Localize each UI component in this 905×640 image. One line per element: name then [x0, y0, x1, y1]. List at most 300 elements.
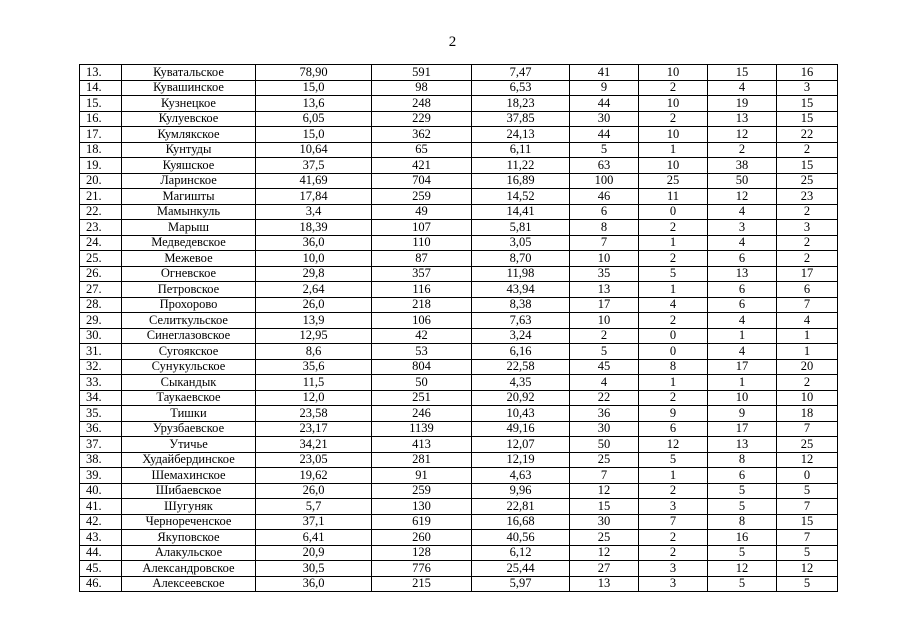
cell-row-number: 36. — [80, 421, 122, 437]
cell-settlement-name: Прохорово — [122, 297, 256, 313]
cell-value-7: 5 — [777, 545, 838, 561]
cell-value-4: 27 — [570, 561, 639, 577]
cell-value-6: 4 — [708, 204, 777, 220]
cell-value-6: 4 — [708, 235, 777, 251]
cell-settlement-name: Синеглазовское — [122, 328, 256, 344]
cell-value-2: 130 — [372, 499, 472, 515]
table-row — [80, 576, 838, 592]
cell-value-4: 13 — [570, 576, 639, 592]
cell-value-7: 22 — [777, 127, 838, 143]
cell-value-5: 10 — [639, 127, 708, 143]
cell-row-number: 21. — [80, 189, 122, 205]
cell-value-1: 13,9 — [256, 313, 372, 329]
cell-value-5: 10 — [639, 158, 708, 174]
cell-value-3: 5,81 — [472, 220, 570, 236]
cell-value-3: 49,16 — [472, 421, 570, 437]
cell-settlement-name: Александровское — [122, 561, 256, 577]
cell-value-6: 16 — [708, 530, 777, 546]
table-row — [80, 297, 838, 313]
cell-settlement-name: Сунукульское — [122, 359, 256, 375]
cell-value-1: 18,39 — [256, 220, 372, 236]
cell-value-6: 13 — [708, 266, 777, 282]
cell-value-7: 20 — [777, 359, 838, 375]
table-row — [80, 375, 838, 391]
cell-settlement-name: Сугоякское — [122, 344, 256, 360]
cell-value-6: 13 — [708, 437, 777, 453]
cell-value-5: 8 — [639, 359, 708, 375]
cell-row-number: 25. — [80, 251, 122, 267]
table-row — [80, 158, 838, 174]
cell-value-1: 5,7 — [256, 499, 372, 515]
table-row — [80, 142, 838, 158]
cell-value-5: 2 — [639, 483, 708, 499]
cell-value-2: 591 — [372, 65, 472, 81]
cell-value-3: 16,89 — [472, 173, 570, 189]
cell-row-number: 37. — [80, 437, 122, 453]
cell-row-number: 22. — [80, 204, 122, 220]
cell-settlement-name: Селиткульское — [122, 313, 256, 329]
cell-value-6: 5 — [708, 483, 777, 499]
cell-row-number: 44. — [80, 545, 122, 561]
cell-value-4: 12 — [570, 545, 639, 561]
cell-settlement-name: Тишки — [122, 406, 256, 422]
cell-value-6: 10 — [708, 390, 777, 406]
cell-value-2: 1139 — [372, 421, 472, 437]
table-body — [80, 65, 838, 592]
cell-settlement-name: Утичье — [122, 437, 256, 453]
cell-value-1: 23,05 — [256, 452, 372, 468]
cell-value-2: 776 — [372, 561, 472, 577]
cell-value-1: 29,8 — [256, 266, 372, 282]
cell-settlement-name: Чернореченское — [122, 514, 256, 530]
cell-value-7: 23 — [777, 189, 838, 205]
cell-value-4: 6 — [570, 204, 639, 220]
cell-value-1: 6,05 — [256, 111, 372, 127]
cell-row-number: 34. — [80, 390, 122, 406]
cell-value-3: 12,07 — [472, 437, 570, 453]
cell-settlement-name: Урузбаевское — [122, 421, 256, 437]
cell-value-1: 41,69 — [256, 173, 372, 189]
cell-value-1: 35,6 — [256, 359, 372, 375]
cell-settlement-name: Мамынкуль — [122, 204, 256, 220]
table-row — [80, 530, 838, 546]
cell-value-5: 0 — [639, 204, 708, 220]
cell-settlement-name: Кулуевское — [122, 111, 256, 127]
cell-row-number: 14. — [80, 80, 122, 96]
cell-value-1: 23,17 — [256, 421, 372, 437]
cell-value-4: 35 — [570, 266, 639, 282]
cell-value-5: 0 — [639, 344, 708, 360]
cell-value-7: 5 — [777, 576, 838, 592]
cell-value-1: 78,90 — [256, 65, 372, 81]
table-row — [80, 173, 838, 189]
cell-value-7: 15 — [777, 111, 838, 127]
cell-settlement-name: Алакульское — [122, 545, 256, 561]
cell-value-5: 1 — [639, 468, 708, 484]
cell-value-7: 0 — [777, 468, 838, 484]
cell-value-3: 24,13 — [472, 127, 570, 143]
table-row — [80, 452, 838, 468]
cell-row-number: 13. — [80, 65, 122, 81]
cell-value-7: 15 — [777, 514, 838, 530]
cell-value-7: 3 — [777, 80, 838, 96]
cell-value-5: 2 — [639, 220, 708, 236]
cell-value-2: 53 — [372, 344, 472, 360]
cell-row-number: 18. — [80, 142, 122, 158]
cell-value-4: 17 — [570, 297, 639, 313]
table-row — [80, 545, 838, 561]
cell-value-2: 619 — [372, 514, 472, 530]
cell-row-number: 17. — [80, 127, 122, 143]
table-row — [80, 561, 838, 577]
table-row — [80, 96, 838, 112]
cell-value-6: 17 — [708, 359, 777, 375]
cell-row-number: 35. — [80, 406, 122, 422]
cell-row-number: 46. — [80, 576, 122, 592]
cell-value-2: 413 — [372, 437, 472, 453]
cell-value-4: 45 — [570, 359, 639, 375]
cell-value-6: 12 — [708, 189, 777, 205]
cell-settlement-name: Шемахинское — [122, 468, 256, 484]
table-row — [80, 127, 838, 143]
cell-settlement-name: Якуповское — [122, 530, 256, 546]
cell-value-2: 106 — [372, 313, 472, 329]
cell-value-3: 11,98 — [472, 266, 570, 282]
cell-value-2: 357 — [372, 266, 472, 282]
cell-settlement-name: Сыкандык — [122, 375, 256, 391]
cell-value-7: 6 — [777, 282, 838, 298]
table-row — [80, 406, 838, 422]
table-row — [80, 80, 838, 96]
cell-value-2: 246 — [372, 406, 472, 422]
cell-value-4: 2 — [570, 328, 639, 344]
cell-value-2: 248 — [372, 96, 472, 112]
cell-row-number: 19. — [80, 158, 122, 174]
cell-value-5: 1 — [639, 142, 708, 158]
cell-value-6: 13 — [708, 111, 777, 127]
cell-value-2: 704 — [372, 173, 472, 189]
table-row — [80, 468, 838, 484]
cell-value-2: 98 — [372, 80, 472, 96]
cell-settlement-name: Шугуняк — [122, 499, 256, 515]
cell-value-7: 25 — [777, 173, 838, 189]
cell-value-6: 2 — [708, 142, 777, 158]
cell-value-3: 4,35 — [472, 375, 570, 391]
cell-value-6: 4 — [708, 313, 777, 329]
cell-value-1: 12,0 — [256, 390, 372, 406]
cell-row-number: 33. — [80, 375, 122, 391]
cell-row-number: 27. — [80, 282, 122, 298]
cell-value-1: 20,9 — [256, 545, 372, 561]
cell-value-2: 116 — [372, 282, 472, 298]
cell-value-7: 7 — [777, 297, 838, 313]
cell-value-3: 10,43 — [472, 406, 570, 422]
cell-settlement-name: Куяшское — [122, 158, 256, 174]
cell-row-number: 31. — [80, 344, 122, 360]
cell-row-number: 43. — [80, 530, 122, 546]
cell-value-3: 11,22 — [472, 158, 570, 174]
cell-settlement-name: Марыш — [122, 220, 256, 236]
cell-value-5: 25 — [639, 173, 708, 189]
cell-value-3: 8,70 — [472, 251, 570, 267]
cell-value-4: 63 — [570, 158, 639, 174]
cell-value-2: 804 — [372, 359, 472, 375]
cell-value-3: 6,12 — [472, 545, 570, 561]
cell-settlement-name: Таукаевское — [122, 390, 256, 406]
table-row — [80, 421, 838, 437]
cell-value-7: 2 — [777, 235, 838, 251]
cell-value-7: 15 — [777, 158, 838, 174]
cell-value-3: 18,23 — [472, 96, 570, 112]
cell-value-1: 19,62 — [256, 468, 372, 484]
cell-value-4: 30 — [570, 111, 639, 127]
cell-value-5: 1 — [639, 282, 708, 298]
table-row — [80, 390, 838, 406]
cell-value-3: 43,94 — [472, 282, 570, 298]
cell-value-3: 16,68 — [472, 514, 570, 530]
table-row — [80, 282, 838, 298]
cell-value-4: 12 — [570, 483, 639, 499]
cell-value-2: 42 — [372, 328, 472, 344]
cell-value-2: 259 — [372, 189, 472, 205]
cell-value-5: 1 — [639, 375, 708, 391]
cell-value-2: 281 — [372, 452, 472, 468]
cell-value-4: 7 — [570, 235, 639, 251]
cell-settlement-name: Алексеевское — [122, 576, 256, 592]
cell-value-6: 1 — [708, 375, 777, 391]
cell-value-6: 6 — [708, 468, 777, 484]
cell-value-2: 218 — [372, 297, 472, 313]
table-row — [80, 235, 838, 251]
cell-row-number: 26. — [80, 266, 122, 282]
cell-row-number: 24. — [80, 235, 122, 251]
cell-value-4: 8 — [570, 220, 639, 236]
cell-value-4: 4 — [570, 375, 639, 391]
cell-value-1: 17,84 — [256, 189, 372, 205]
cell-value-6: 5 — [708, 499, 777, 515]
cell-value-3: 4,63 — [472, 468, 570, 484]
cell-value-2: 362 — [372, 127, 472, 143]
cell-value-1: 37,1 — [256, 514, 372, 530]
cell-row-number: 42. — [80, 514, 122, 530]
cell-value-6: 6 — [708, 297, 777, 313]
cell-value-5: 10 — [639, 65, 708, 81]
cell-value-5: 2 — [639, 111, 708, 127]
cell-value-2: 49 — [372, 204, 472, 220]
cell-value-5: 2 — [639, 545, 708, 561]
cell-value-5: 12 — [639, 437, 708, 453]
cell-value-7: 10 — [777, 390, 838, 406]
cell-value-4: 100 — [570, 173, 639, 189]
cell-value-7: 4 — [777, 313, 838, 329]
cell-value-2: 128 — [372, 545, 472, 561]
cell-value-1: 15,0 — [256, 80, 372, 96]
cell-value-2: 259 — [372, 483, 472, 499]
cell-value-7: 2 — [777, 204, 838, 220]
cell-settlement-name: Шибаевское — [122, 483, 256, 499]
cell-value-6: 6 — [708, 251, 777, 267]
cell-value-3: 6,53 — [472, 80, 570, 96]
cell-value-2: 260 — [372, 530, 472, 546]
cell-value-4: 10 — [570, 313, 639, 329]
cell-value-3: 6,11 — [472, 142, 570, 158]
cell-value-5: 1 — [639, 235, 708, 251]
cell-value-1: 2,64 — [256, 282, 372, 298]
cell-settlement-name: Кувашинское — [122, 80, 256, 96]
cell-value-4: 36 — [570, 406, 639, 422]
cell-value-3: 25,44 — [472, 561, 570, 577]
table-row — [80, 514, 838, 530]
page-number: 2 — [448, 34, 457, 50]
cell-value-3: 37,85 — [472, 111, 570, 127]
cell-value-4: 7 — [570, 468, 639, 484]
cell-value-2: 421 — [372, 158, 472, 174]
cell-value-6: 17 — [708, 421, 777, 437]
cell-value-5: 6 — [639, 421, 708, 437]
cell-value-5: 3 — [639, 499, 708, 515]
table-row — [80, 220, 838, 236]
cell-settlement-name: Магишты — [122, 189, 256, 205]
cell-value-4: 22 — [570, 390, 639, 406]
cell-value-1: 10,0 — [256, 251, 372, 267]
cell-row-number: 45. — [80, 561, 122, 577]
cell-value-4: 13 — [570, 282, 639, 298]
cell-value-6: 8 — [708, 452, 777, 468]
cell-value-5: 3 — [639, 561, 708, 577]
table-row — [80, 499, 838, 515]
cell-value-2: 110 — [372, 235, 472, 251]
cell-settlement-name: Огневское — [122, 266, 256, 282]
cell-value-6: 50 — [708, 173, 777, 189]
table-row — [80, 437, 838, 453]
cell-value-5: 2 — [639, 313, 708, 329]
cell-value-4: 46 — [570, 189, 639, 205]
cell-value-3: 3,05 — [472, 235, 570, 251]
cell-row-number: 23. — [80, 220, 122, 236]
cell-value-1: 3,4 — [256, 204, 372, 220]
cell-value-5: 4 — [639, 297, 708, 313]
cell-row-number: 38. — [80, 452, 122, 468]
cell-value-7: 1 — [777, 344, 838, 360]
table-row — [80, 204, 838, 220]
cell-value-4: 25 — [570, 452, 639, 468]
cell-value-7: 12 — [777, 561, 838, 577]
cell-value-3: 9,96 — [472, 483, 570, 499]
cell-value-4: 25 — [570, 530, 639, 546]
table-row — [80, 266, 838, 282]
cell-value-1: 26,0 — [256, 297, 372, 313]
cell-value-6: 9 — [708, 406, 777, 422]
cell-value-1: 6,41 — [256, 530, 372, 546]
table-row — [80, 359, 838, 375]
cell-value-7: 7 — [777, 530, 838, 546]
cell-value-1: 26,0 — [256, 483, 372, 499]
cell-value-2: 215 — [372, 576, 472, 592]
data-table — [79, 64, 838, 592]
cell-value-5: 2 — [639, 390, 708, 406]
cell-value-4: 41 — [570, 65, 639, 81]
cell-settlement-name: Куватальское — [122, 65, 256, 81]
cell-value-3: 14,41 — [472, 204, 570, 220]
cell-value-1: 37,5 — [256, 158, 372, 174]
cell-value-3: 22,58 — [472, 359, 570, 375]
cell-value-1: 10,64 — [256, 142, 372, 158]
cell-value-1: 8,6 — [256, 344, 372, 360]
cell-value-2: 65 — [372, 142, 472, 158]
cell-row-number: 29. — [80, 313, 122, 329]
cell-value-5: 0 — [639, 328, 708, 344]
cell-row-number: 30. — [80, 328, 122, 344]
cell-value-3: 5,97 — [472, 576, 570, 592]
cell-value-5: 3 — [639, 576, 708, 592]
cell-settlement-name: Ларинское — [122, 173, 256, 189]
table-row — [80, 313, 838, 329]
cell-row-number: 32. — [80, 359, 122, 375]
table-row — [80, 65, 838, 81]
cell-settlement-name: Петровское — [122, 282, 256, 298]
cell-value-3: 40,56 — [472, 530, 570, 546]
table-row — [80, 111, 838, 127]
cell-value-6: 19 — [708, 96, 777, 112]
cell-value-4: 9 — [570, 80, 639, 96]
cell-row-number: 40. — [80, 483, 122, 499]
cell-value-6: 5 — [708, 545, 777, 561]
cell-value-7: 16 — [777, 65, 838, 81]
cell-value-3: 7,63 — [472, 313, 570, 329]
cell-value-6: 12 — [708, 561, 777, 577]
cell-settlement-name: Медведевское — [122, 235, 256, 251]
cell-value-3: 22,81 — [472, 499, 570, 515]
cell-value-3: 7,47 — [472, 65, 570, 81]
cell-value-7: 15 — [777, 96, 838, 112]
cell-value-2: 91 — [372, 468, 472, 484]
cell-value-4: 15 — [570, 499, 639, 515]
cell-value-1: 15,0 — [256, 127, 372, 143]
cell-value-3: 6,16 — [472, 344, 570, 360]
cell-value-2: 251 — [372, 390, 472, 406]
cell-settlement-name: Межевое — [122, 251, 256, 267]
cell-value-6: 15 — [708, 65, 777, 81]
cell-value-7: 25 — [777, 437, 838, 453]
cell-value-5: 2 — [639, 80, 708, 96]
cell-value-7: 7 — [777, 499, 838, 515]
table-row — [80, 344, 838, 360]
cell-value-4: 50 — [570, 437, 639, 453]
cell-value-2: 50 — [372, 375, 472, 391]
cell-value-5: 11 — [639, 189, 708, 205]
cell-value-2: 87 — [372, 251, 472, 267]
cell-value-7: 18 — [777, 406, 838, 422]
cell-value-4: 10 — [570, 251, 639, 267]
cell-row-number: 16. — [80, 111, 122, 127]
cell-value-5: 7 — [639, 514, 708, 530]
cell-settlement-name: Худайбердинское — [122, 452, 256, 468]
cell-value-6: 38 — [708, 158, 777, 174]
cell-value-2: 229 — [372, 111, 472, 127]
cell-value-6: 5 — [708, 576, 777, 592]
cell-value-1: 30,5 — [256, 561, 372, 577]
cell-row-number: 41. — [80, 499, 122, 515]
cell-value-4: 5 — [570, 344, 639, 360]
cell-value-7: 2 — [777, 142, 838, 158]
cell-value-6: 12 — [708, 127, 777, 143]
cell-row-number: 15. — [80, 96, 122, 112]
cell-value-3: 8,38 — [472, 297, 570, 313]
cell-value-6: 8 — [708, 514, 777, 530]
cell-value-1: 23,58 — [256, 406, 372, 422]
cell-value-5: 5 — [639, 266, 708, 282]
cell-value-1: 13,6 — [256, 96, 372, 112]
